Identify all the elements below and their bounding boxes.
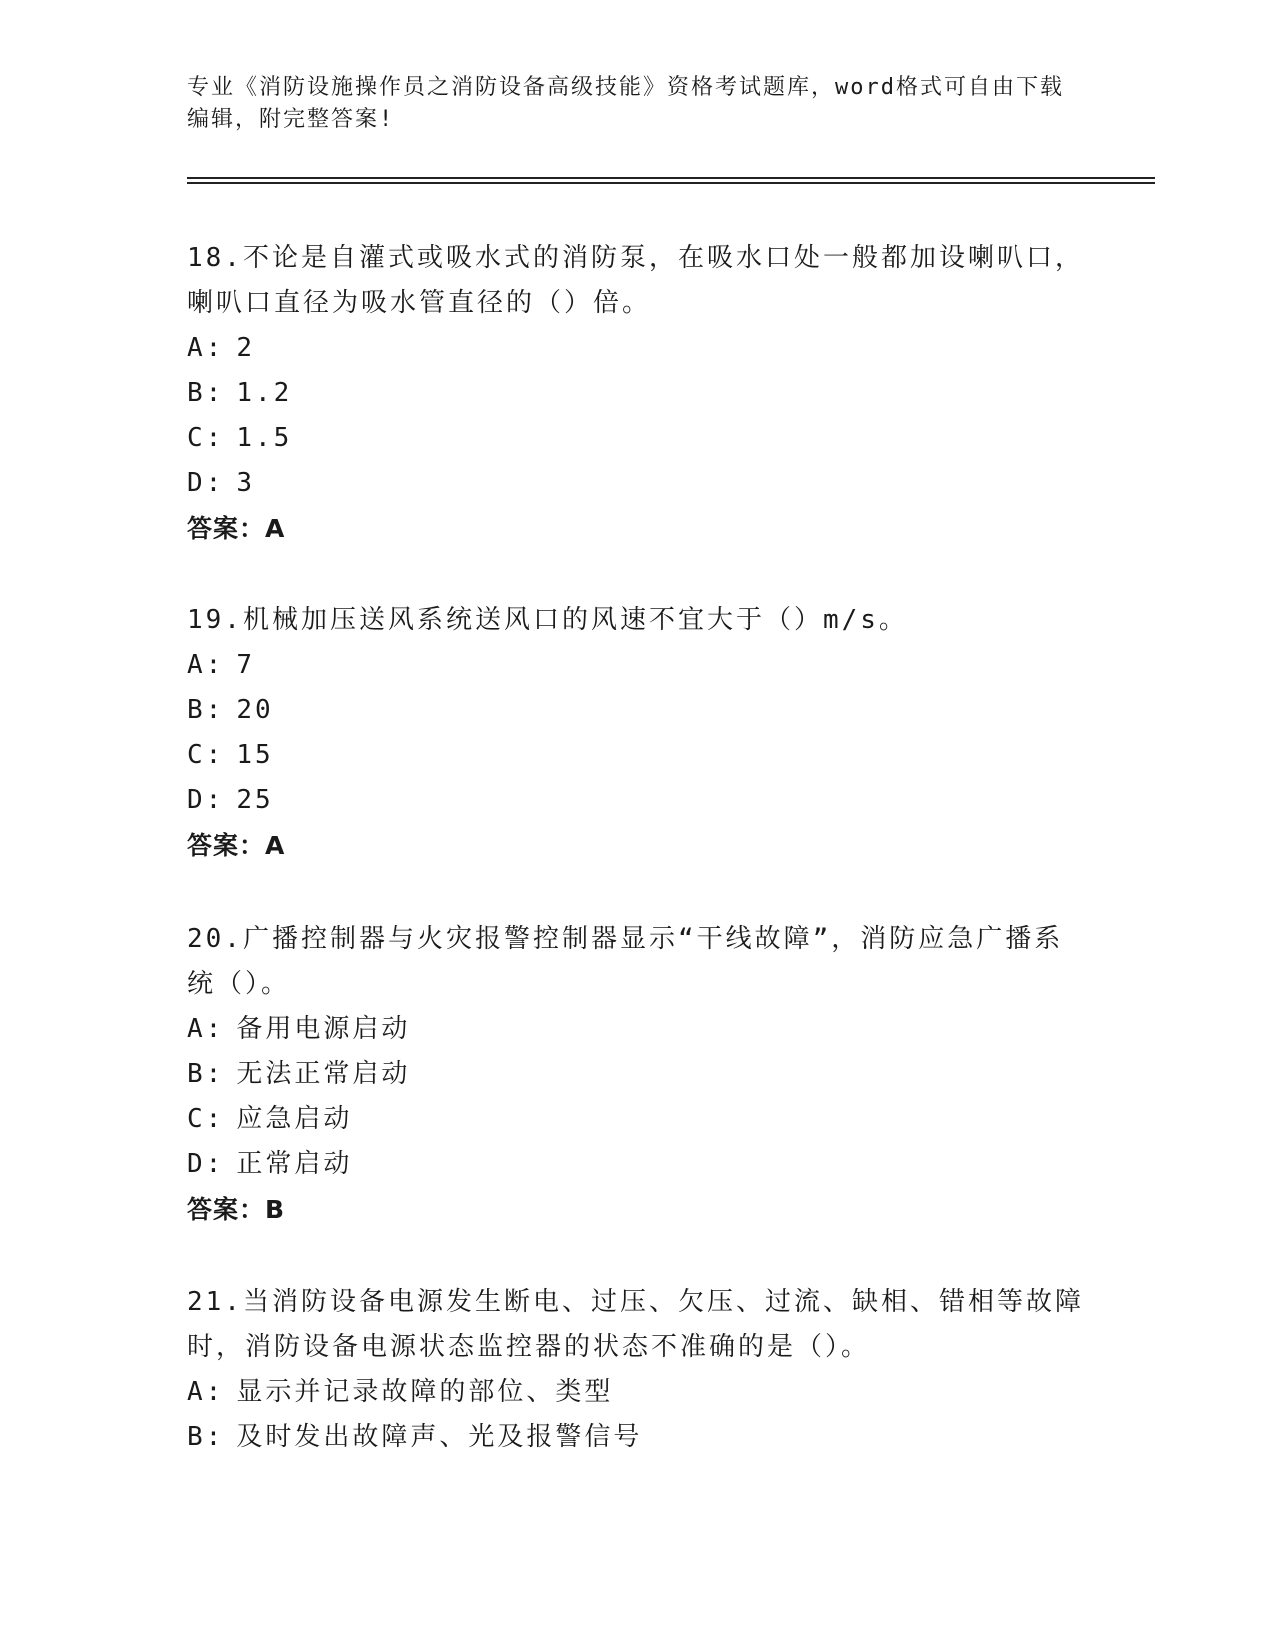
- option-letter: A:: [187, 333, 225, 363]
- option-value: 及时发出故障声、光及报警信号: [236, 1422, 643, 1452]
- header-divider-secondary: [187, 182, 1155, 184]
- option-letter: C:: [187, 740, 225, 770]
- option-letter: C:: [187, 1104, 225, 1134]
- option-b: [187, 1052, 1087, 1097]
- header-divider: [187, 177, 1155, 179]
- answer-label: 答案：B: [187, 1195, 286, 1224]
- option-value: 1.2: [236, 378, 293, 408]
- option-letter: D:: [187, 785, 225, 815]
- answer-label: 答案：A: [187, 514, 286, 543]
- option-value: 应急启动: [236, 1104, 353, 1134]
- option-value: 显示并记录故障的部位、类型: [236, 1377, 614, 1407]
- question-19: [187, 598, 1087, 868]
- option-letter: B:: [187, 1422, 225, 1452]
- option-value: 25: [236, 785, 274, 815]
- option-letter: C:: [187, 423, 225, 453]
- option-letter: A:: [187, 1377, 225, 1407]
- option-value: 7: [236, 650, 255, 680]
- question-18: [187, 236, 1087, 551]
- question-20: [187, 917, 1087, 1232]
- option-value: 2: [236, 333, 255, 363]
- option-letter: B:: [187, 695, 225, 725]
- option-value: 15: [236, 740, 274, 770]
- option-value: 1.5: [236, 423, 293, 453]
- answer-label: 答案：A: [187, 831, 286, 860]
- option-letter: D:: [187, 1149, 225, 1179]
- option-value: 正常启动: [236, 1149, 353, 1179]
- question-text: 21.当消防设备电源发生断电、过压、欠压、过流、缺相、错相等故障时，消防设备电源状态监控器的状态不准确的是（）。: [187, 1287, 1084, 1362]
- option-letter: D:: [187, 468, 225, 498]
- question-text: 18.不论是自灌式或吸水式的消防泵，在吸水口处一般都加设喇叭口，喇叭口直径为吸水管直径的（）倍。: [187, 243, 1084, 318]
- option-a: [187, 1007, 1087, 1052]
- option-letter: B:: [187, 378, 225, 408]
- option-value: 3: [236, 468, 255, 498]
- option-c: [187, 416, 1087, 461]
- option-value: 20: [236, 695, 274, 725]
- option-b: [187, 688, 1087, 733]
- question-text: 20.广播控制器与火灾报警控制器显示“干线故障”，消防应急广播系统（）。: [187, 924, 1064, 999]
- option-value: 备用电源启动: [236, 1014, 411, 1044]
- option-d: [187, 461, 1087, 506]
- option-b: [187, 1415, 1087, 1460]
- option-b: [187, 371, 1087, 416]
- option-c: [187, 733, 1087, 778]
- document-header: 专业《消防设施操作员之消防设备高级技能》资格考试题库，word格式可自由下载编辑，附完整答案!: [187, 75, 1064, 132]
- option-a: [187, 1370, 1087, 1415]
- question-21: [187, 1280, 1087, 1460]
- option-value: 无法正常启动: [236, 1059, 411, 1089]
- option-letter: B:: [187, 1059, 225, 1089]
- question-text: 19.机械加压送风系统送风口的风速不宜大于（）m/s。: [187, 605, 908, 635]
- option-letter: A:: [187, 650, 225, 680]
- option-d: [187, 1142, 1087, 1187]
- option-c: [187, 1097, 1087, 1142]
- option-a: [187, 326, 1087, 371]
- option-d: [187, 778, 1087, 823]
- option-letter: A:: [187, 1014, 225, 1044]
- option-a: [187, 643, 1087, 688]
